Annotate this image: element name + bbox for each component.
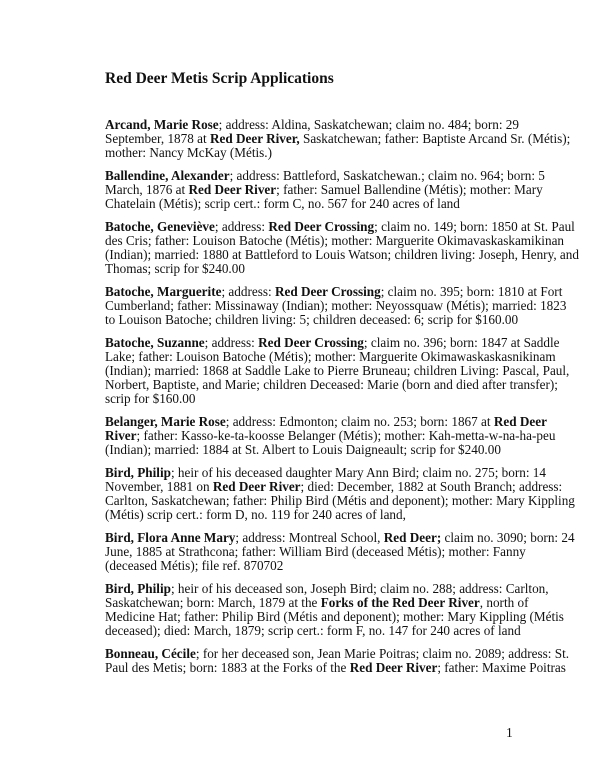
entry-text: ; claim no. 396; born: 1847 at Saddle <box>363 335 560 350</box>
entry-text: ; father: Kasso-ke-ta-koosse Belanger (Métis); mother: Kah-metta-w-na-ha-peu <box>136 428 556 443</box>
entry-bold-text: Red Deer <box>493 414 547 429</box>
entry-text: ; address: Montreal School, <box>235 530 384 545</box>
entry-line <box>105 298 567 313</box>
entry-text: Chatelain (Métis); scrip cert.: form C, no. 567 for 240 acres of land <box>105 196 460 211</box>
entry-line <box>105 284 563 299</box>
entry-bold-text: River <box>105 428 137 443</box>
entry-text: ; died: December, 1882 at South Branch; address: <box>300 479 563 494</box>
entry-line <box>105 428 556 443</box>
scrip-entry <box>105 117 571 160</box>
entry-text: ; claim no. 149; born: 1850 at St. Paul <box>374 219 575 234</box>
entry-line <box>105 392 535 406</box>
entry-text: ; claim no. 395; born: 1810 at Fort <box>380 284 563 299</box>
entry-text: (Métis) scrip cert.: form D, no. 119 for 240 acres of land, <box>105 507 406 522</box>
entry-line <box>105 660 566 675</box>
entry-line <box>105 609 564 624</box>
entry-line <box>105 197 535 211</box>
scrip-entry <box>105 465 575 522</box>
entry-bold-text: Red Deer River <box>212 479 301 494</box>
entry-line <box>105 414 547 429</box>
entry-bold-text: Forks of the Red Deer River <box>320 595 480 610</box>
entry-line <box>105 313 535 327</box>
document-title: Red Deer Metis Scrip Applications <box>105 70 334 87</box>
entry-text: ; for her deceased son, Jean Marie Poitras; claim no. 2089; address: St. <box>195 646 570 661</box>
entry-text: mother: Nancy McKay (Métis.) <box>105 145 272 160</box>
entry-text: ; address: Battleford, Saskatchewan.; claim no. 964; born: 5 <box>229 168 545 183</box>
entry-text: ; address: Edmonton; claim no. 253; born: 1867 at <box>225 414 494 429</box>
entry-line <box>105 596 535 610</box>
entry-text: (Indian); married: 1868 at Saddle Lake to Pierre Bruneau; children Living: Pascal, Paul, <box>105 363 570 378</box>
entry-line <box>105 508 535 522</box>
entry-text: Carlton, Saskatchewan; father: Philip Bird (Métis and deponent); mother: Mary Kippling <box>105 493 575 508</box>
entry-bold-text: Arcand, Marie Rose <box>105 117 219 132</box>
entry-bold-text: Batoche, Marguerite <box>105 284 222 299</box>
entry-text: June, 1885 at Strathcona; father: William Bird (deceased Métis); mother: Fanny <box>105 544 526 559</box>
entry-bold-text: Bird, Philip <box>105 581 171 596</box>
entry-text: ; address: <box>221 284 275 299</box>
scrip-entry <box>105 414 556 457</box>
entry-line <box>105 363 570 378</box>
entry-text: deceased); died: March, 1879; scrip cert.: form F, no. 147 for 240 acres of land <box>105 623 521 638</box>
entry-bold-text: Bird, Flora Anne Mary <box>105 530 236 545</box>
entry-text: to Louison Batoche; children living: 5; children deceased: 6; scrip for $160.00 <box>105 312 519 327</box>
entry-text: March, 1876 at <box>105 182 189 197</box>
entry-text: claim no. 3090; born: 24 <box>441 530 575 545</box>
entry-text: ; father: Maxime Poitras <box>437 660 566 675</box>
entry-line <box>105 182 543 197</box>
entry-line <box>105 233 565 248</box>
entry-line <box>105 377 558 392</box>
entry-line <box>105 146 535 160</box>
entry-bold-text: Red Deer River, <box>209 131 300 146</box>
entry-bold-text: Batoche, Suzanne <box>105 335 205 350</box>
entry-bold-text: Red Deer River <box>188 182 277 197</box>
entry-bold-text: Batoche, Geneviève <box>105 219 215 234</box>
entry-line <box>105 581 549 596</box>
scrip-entry <box>105 168 545 211</box>
entry-text: , north of <box>479 595 529 610</box>
entry-line <box>105 247 579 262</box>
entry-text: Cumberland; father: Missinaway (Indian); mother: Neyossquaw (Métis); married: 1823 <box>105 298 567 313</box>
entry-line <box>105 479 563 494</box>
entry-text: scrip for $160.00 <box>105 391 196 406</box>
page-number: 1 <box>506 725 513 740</box>
entry-text: Medicine Hat; father: Philip Bird (Métis and deponent); mother: Mary Kippling (Métis <box>105 609 564 624</box>
entry-bold-text: Red Deer Crossing <box>258 335 364 350</box>
entry-text: Lake; father: Louison Batoche (Métis); mother: Marguerite Okimawaskaskasnikinam <box>105 349 556 364</box>
entry-bold-text: Bird, Philip <box>105 465 171 480</box>
entry-line <box>105 545 535 559</box>
entry-line <box>105 131 571 146</box>
entry-text: September, 1878 at <box>105 131 210 146</box>
entry-text: ; address: <box>204 335 259 350</box>
entry-bold-text: Belanger, Marie Rose <box>105 414 226 429</box>
entry-line <box>105 646 570 661</box>
entry-text: Thomas; scrip for $240.00 <box>105 261 245 276</box>
scrip-entry <box>105 335 570 406</box>
entry-line <box>105 219 575 234</box>
scrip-entry <box>105 284 567 327</box>
entry-line <box>105 443 535 457</box>
entry-text: ; heir of his deceased daughter Mary Ann Bird; claim no. 275; born: 14 <box>170 465 546 480</box>
entry-bold-text: Red Deer Crossing <box>274 284 381 299</box>
entry-text: (Indian); married: 1880 at Battleford to Louis Watson; children living: Joseph, Henry, and <box>105 247 579 262</box>
entry-text: ; heir of his deceased son, Joseph Bird; claim no. 288; address: Carlton, <box>170 581 549 596</box>
entry-bold-text: Red Deer River <box>349 660 438 675</box>
entry-line <box>105 559 535 573</box>
entry-text: ; address: <box>214 219 269 234</box>
entry-text: ; father: Samuel Ballendine (Métis); mother: Mary <box>276 182 543 197</box>
entry-text: des Cris; father: Louison Batoche (Métis); mother: Marguerite Okimavaskaskamikinan <box>105 233 565 248</box>
entry-text: (deceased Métis); file ref. 870702 <box>105 558 284 573</box>
entry-bold-text: Ballendine, Alexander <box>105 168 230 183</box>
entry-line <box>105 262 535 276</box>
scrip-entry <box>105 219 579 276</box>
scrip-entry <box>105 646 570 675</box>
entry-line <box>105 624 535 638</box>
scrip-entries-list <box>105 117 579 684</box>
entry-line <box>105 530 575 545</box>
entry-text: Saskatchewan; father: Baptiste Arcand Sr. (Métis); <box>299 131 571 146</box>
entry-line <box>105 349 556 364</box>
entry-text: Paul des Metis; born: 1883 at the Forks of the <box>105 660 350 675</box>
entry-line <box>105 118 535 132</box>
entry-line <box>105 335 560 350</box>
entry-line <box>105 493 575 508</box>
entry-text: Saskatchewan; born: March, 1879 at the <box>105 595 321 610</box>
entry-line <box>105 465 546 480</box>
entry-bold-text: Red Deer Crossing <box>268 219 375 234</box>
entry-text: ; address: Aldina, Saskatchewan; claim no. 484; born: 29 <box>218 117 519 132</box>
entry-bold-text: Bonneau, Cécile <box>105 646 196 661</box>
entry-text: Norbert, Baptiste, and Marie; children Deceased: Marie (born and died after transfer); <box>105 377 558 392</box>
entry-text: November, 1881 on <box>105 479 213 494</box>
entry-line <box>105 168 545 183</box>
scrip-entry <box>105 581 564 638</box>
entry-text: (Indian); married: 1884 at St. Albert to Louis Daigneault; scrip for $240.00 <box>105 442 501 457</box>
entry-bold-text: Red Deer; <box>383 530 442 545</box>
scrip-entry <box>105 530 575 573</box>
